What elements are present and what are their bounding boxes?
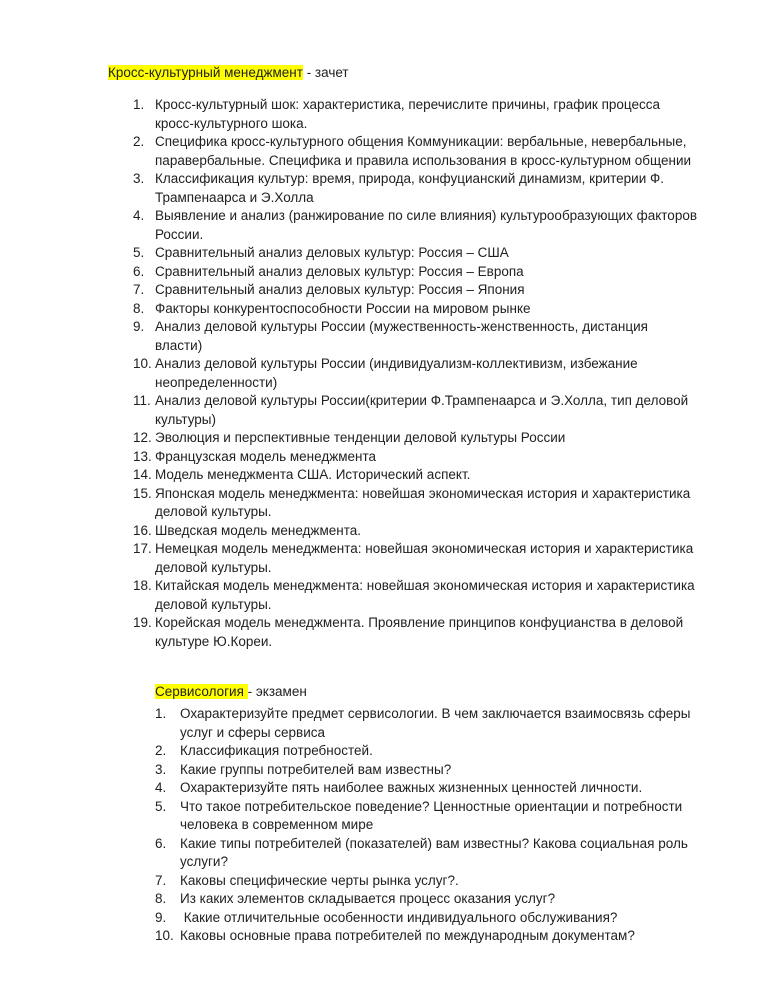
question-item bbox=[133, 614, 698, 651]
question-item bbox=[155, 835, 698, 872]
question-section-servisologiya bbox=[155, 682, 698, 946]
question-item bbox=[133, 522, 698, 541]
section-title bbox=[155, 682, 698, 701]
question-text: Эволюция и перспективные тенденции деловой культуры России bbox=[155, 430, 566, 445]
question-item bbox=[133, 429, 698, 448]
question-item bbox=[133, 133, 698, 170]
question-item bbox=[155, 779, 698, 798]
question-text: Выявление и анализ (ранжирование по силе влияния) культурообразующих факторов России. bbox=[155, 208, 701, 242]
question-item bbox=[133, 263, 698, 282]
question-number: 9. bbox=[155, 909, 167, 925]
question-text: Немецкая модель менеджмента: новейшая экономическая история и характеристика деловой культуры. bbox=[155, 541, 697, 575]
question-item bbox=[155, 890, 698, 909]
question-text: Какие группы потребителей вам известны? bbox=[180, 761, 452, 777]
question-number: 18. bbox=[133, 578, 152, 593]
question-text: Факторы конкурентоспособности России на мировом рынке bbox=[155, 300, 531, 316]
question-item bbox=[133, 355, 698, 392]
question-text: Сравнительный анализ деловых культур: Россия – Европа bbox=[155, 263, 524, 279]
question-number: 9. bbox=[133, 319, 145, 334]
question-item bbox=[155, 872, 698, 891]
question-text: Кросс-культурный шок: характеристика, перечислите причины, график процесса кросс-культурного шока. bbox=[155, 97, 668, 131]
question-text: Японская модель менеджмента: новейшая экономическая история и характеристика деловой культуры. bbox=[155, 485, 694, 519]
question-number: 5. bbox=[133, 245, 145, 260]
question-number: 2. bbox=[133, 134, 145, 149]
question-item bbox=[133, 96, 698, 133]
question-text: Охарактеризуйте пять наиболее важных жизненных ценностей личности. bbox=[180, 780, 643, 795]
question-text: Китайская модель менеджмента: новейшая экономическая история и характеристика деловой культуры. bbox=[155, 578, 699, 612]
question-item bbox=[133, 207, 701, 244]
question-item bbox=[133, 448, 698, 467]
question-section-cross-cultural-management bbox=[108, 63, 701, 651]
question-text: Охарактеризуйте предмет сервисологии. В чем заключается взаимосвязь сферы услуг и сферы сервиса bbox=[180, 706, 695, 740]
question-number: 6. bbox=[155, 835, 167, 851]
question-number: 10. bbox=[155, 928, 174, 943]
question-item bbox=[155, 798, 698, 835]
question-item bbox=[155, 705, 698, 742]
question-number: 8. bbox=[155, 891, 167, 906]
question-number: 3. bbox=[133, 171, 145, 186]
question-item bbox=[133, 170, 698, 207]
question-text: Каковы специфические черты рынка услуг?. bbox=[180, 872, 459, 888]
question-number: 15. bbox=[133, 485, 152, 501]
sections-container bbox=[108, 63, 701, 946]
question-item bbox=[155, 909, 698, 928]
section-title-suffix: - зачет bbox=[302, 65, 349, 80]
question-number: 12. bbox=[133, 430, 152, 445]
question-item bbox=[133, 244, 698, 263]
question-text: Французская модель менеджмента bbox=[155, 448, 377, 464]
question-number: 4. bbox=[155, 780, 167, 795]
question-text: Из каких элементов складывается процесс оказания услуг? bbox=[180, 891, 556, 906]
question-number: 1. bbox=[133, 97, 145, 112]
question-number: 13. bbox=[133, 448, 152, 464]
question-list bbox=[108, 96, 701, 651]
question-text: Специфика кросс-культурного общения Коммуникации: вербальные, невербальные, паравербальные. Специфика и правила использования в кросс-культурном общении bbox=[155, 134, 692, 168]
question-item bbox=[155, 927, 698, 946]
question-number: 2. bbox=[155, 743, 167, 758]
question-number: 7. bbox=[133, 282, 145, 297]
question-number: 1. bbox=[155, 706, 167, 721]
question-item bbox=[155, 742, 698, 761]
section-title-highlight: Кросс-культурный менеджмент bbox=[108, 65, 303, 80]
question-text: Анализ деловой культуры России (индивидуализм-коллективизм, избежание неопределенности) bbox=[155, 356, 642, 390]
question-item bbox=[155, 761, 698, 780]
question-number: 8. bbox=[133, 300, 145, 316]
question-text: Сравнительный анализ деловых культур: Россия – Япония bbox=[155, 282, 525, 297]
question-item bbox=[133, 281, 698, 300]
question-number: 16. bbox=[133, 522, 152, 538]
question-item bbox=[133, 577, 698, 614]
question-number: 7. bbox=[155, 872, 167, 888]
question-text: Анализ деловой культуры России(критерии Ф.Трампенаарса и Э.Холла, тип деловой культуры) bbox=[155, 393, 692, 427]
question-item bbox=[133, 392, 698, 429]
question-text: Какие отличительные особенности индивидуального обслуживания? bbox=[180, 909, 618, 925]
question-text: Классификация культур: время, природа, конфуцианский динамизм, критерии Ф. Трампенаарса и Э.Холла bbox=[155, 171, 668, 205]
question-number: 17. bbox=[133, 541, 152, 556]
question-item bbox=[133, 300, 698, 319]
section-title bbox=[108, 63, 698, 82]
question-text: Анализ деловой культуры России (мужественность-женственность, дистанция власти) bbox=[155, 319, 652, 353]
question-number: 5. bbox=[155, 798, 167, 814]
question-number: 11. bbox=[133, 393, 151, 408]
question-text: Модель менеджмента США. Исторический аспект. bbox=[155, 467, 471, 482]
question-text: Корейская модель менеджмента. Проявление принципов конфуцианства в деловой культуре Ю.Кореи. bbox=[155, 615, 687, 649]
question-text: Какие типы потребителей (показателей) вам известны? Какова социальная роль услуги? bbox=[180, 835, 692, 869]
question-number: 10. bbox=[133, 356, 152, 371]
question-item bbox=[133, 466, 698, 485]
question-number: 3. bbox=[155, 761, 167, 777]
question-text: Сравнительный анализ деловых культур: Россия – США bbox=[155, 245, 509, 260]
question-item bbox=[133, 318, 698, 355]
question-number: 6. bbox=[133, 263, 145, 279]
question-list bbox=[155, 705, 698, 946]
question-number: 4. bbox=[133, 208, 145, 223]
question-text: Классификация потребностей. bbox=[180, 743, 373, 758]
question-text: Шведская модель менеджмента. bbox=[155, 522, 361, 538]
question-item bbox=[133, 485, 698, 522]
question-number: 19. bbox=[133, 615, 152, 630]
section-title-suffix: - экзамен bbox=[247, 684, 307, 699]
question-number: 14. bbox=[133, 467, 152, 482]
question-text: Каковы основные права потребителей по международным документам? bbox=[180, 928, 635, 943]
section-title-highlight: Сервисология bbox=[155, 684, 248, 699]
question-text: Что такое потребительское поведение? Ценностные ориентации и потребности человека в современном мире bbox=[180, 798, 686, 832]
question-item bbox=[133, 540, 698, 577]
